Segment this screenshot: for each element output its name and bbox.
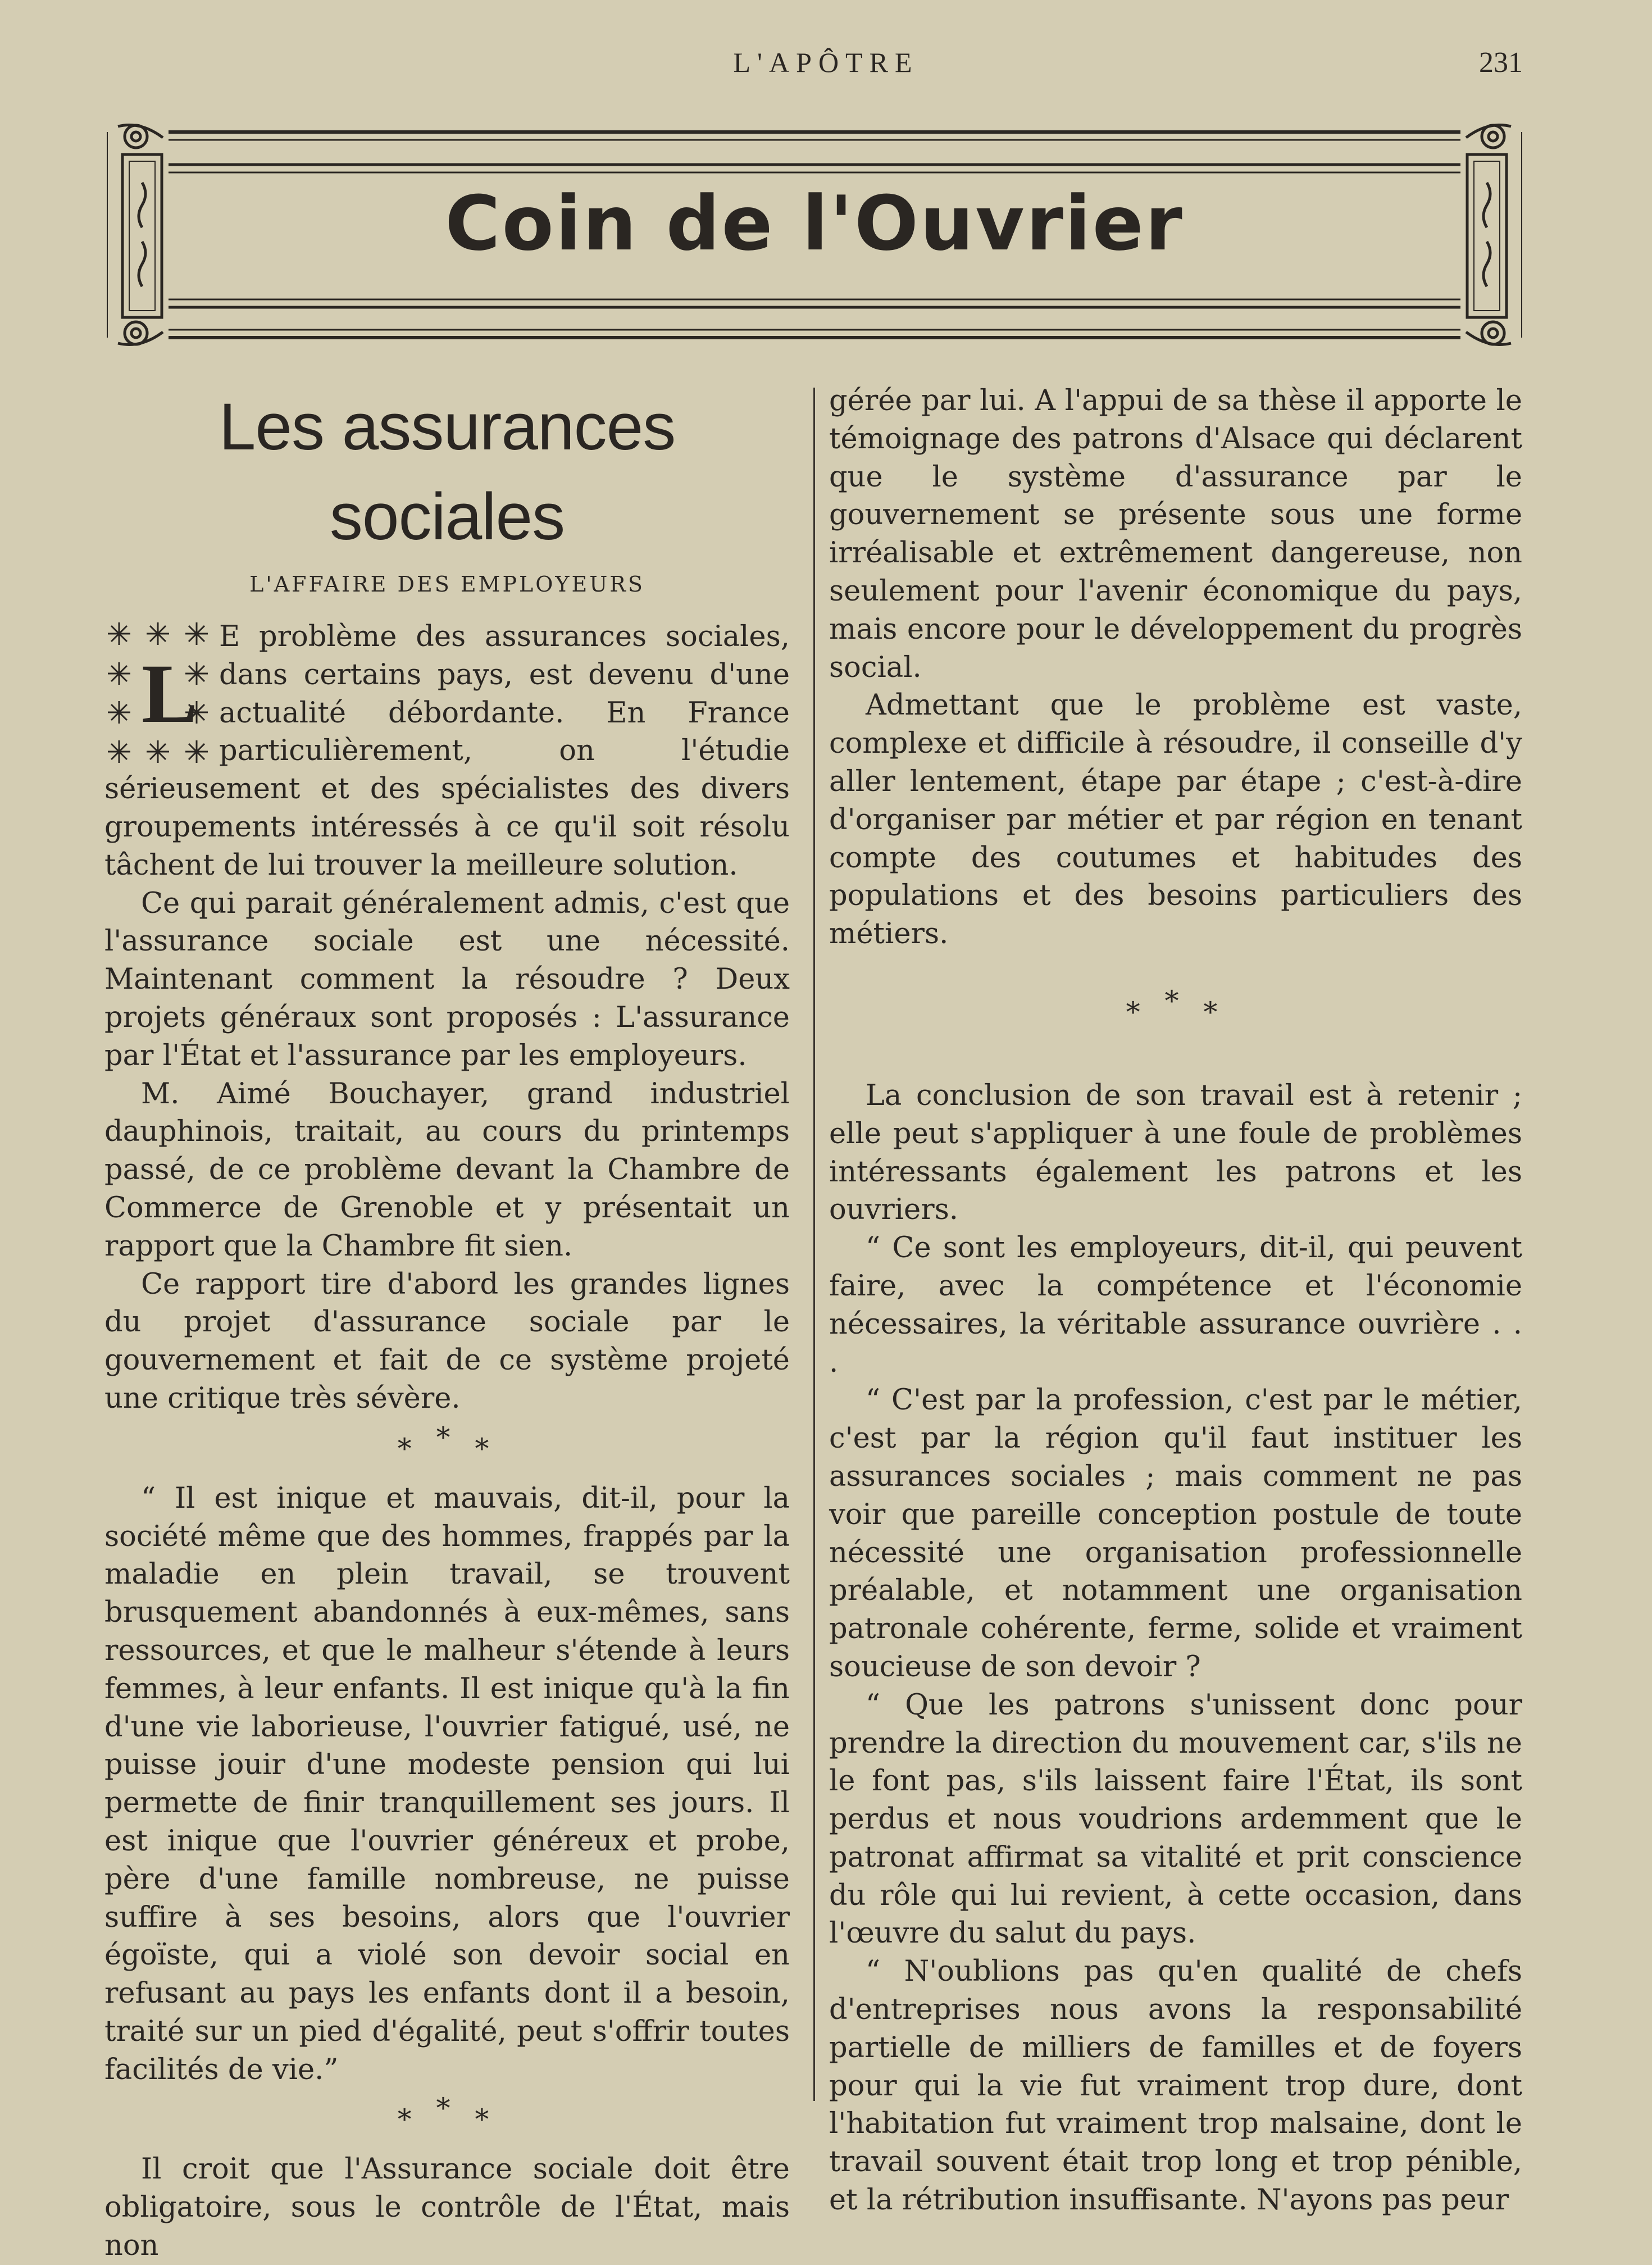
paragraph: Il croit que l'Assurance sociale doit être obligatoire, sous le contrôle de l'État, mais non <box>104 2153 790 2263</box>
paragraph: M. Aimé Bouchayer, grand industriel dauphinois, traitait, au cours du printemps passé, de ce problème devant la Chambre de Commerce de Grenoble et y présentait un rapport que la Chambre fit sien. <box>104 1077 790 1263</box>
article-title: Les assurances sociales <box>219 390 676 554</box>
paragraph <box>104 618 790 885</box>
paragraph: Admettant que le problème est vaste, complexe et difficile à résoudre, il conseille d'y aller lentement, étape par étape ; c'est-à-dire d'organiser par métier et par région en tenant compte des coutumes et habitudes des populations et des besoins particuliers des métiers. <box>829 689 1522 951</box>
dropcap-letter: L <box>142 647 198 740</box>
paragraph: “ Ce sont les employeurs, dit-il, qui peuvent faire, avec la compétence et l'économie nécessaires, la véritable assurance ouvrière . . . <box>829 1231 1522 1379</box>
left-column <box>104 382 790 2265</box>
paragraph: “ N'oublions pas qu'en qualité de chefs d'entreprises nous avons la responsabilité partielle de milliers de familles et de foyers pour qui la vie fut vraiment trop dure, dont l'habitation fut vraiment trop malsaine, dont le travail souvent était trop long et trop pénible, et la rétribution insuffisante. N'ayons pas peur <box>829 1955 1522 2217</box>
ornamental-dropcap <box>104 619 211 766</box>
paragraph: “ Que les patrons s'unissent donc pour prendre la direction du mouvement car, s'ils ne le font pas, s'ils laissent faire l'État, ils sont perdus et nous voudrions ardemment que le patronat affirmat sa vitalité et prit conscience du rôle qui lui revient, à cette occasion, dans l'œuvre du salut du pays. <box>829 1688 1522 1950</box>
paragraph: “ Il est inique et mauvais, dit-il, pour la société même que des hommes, frappés par la maladie en plein travail, se trouvent brusquement abandonnés à eux-mêmes, sans ressources, et que le malheur s'étende à leurs femmes, à leur enfants. Il est inique qu'à la fin d'une vie laborieuse, l'ouvrier fatigué, usé, ne puisse jouir d'une modeste pension qui lui permette de finir tranquillement ses jours. Il est inique que l'ouvrier généreux et probe, père d'une famille nombreuse, ne puisse suffire à ses besoins, alors que l'ouvrier égoïste, qui a violé son devoir social en refusant au pays les enfants dont il a besoin, traité sur un pied d'égalité, peut s'offrir toutes facilités de vie.” <box>104 1481 790 2086</box>
right-column <box>829 382 1522 2219</box>
paragraph: Ce qui parait généralement admis, c'est que l'assurance sociale est une nécessité. Maintenant comment la résoudre ? Deux projets généraux sont proposés : L'assurance par l'État et l'assurance par les employeurs. <box>104 886 790 1072</box>
section-separator: * * * <box>397 2092 497 2136</box>
paragraph: gérée par lui. A l'appui de sa thèse il apporte le témoignage des patrons d'Alsace qui déclarent que le système d'assurance par le gouvernement se présente sous une forme irréalisable et extrêmement dangereuse, non seulement pour l'avenir économique du pays, mais encore pour le développement du progrès social. <box>829 384 1522 684</box>
paragraph-text: E problème des assurances sociales, dans certains pays, est devenu d'une actualité débordante. En France particulièrement, on l'étudie sérieusement et des spécialistes des divers groupements intéressés à ce qu'il soit résolu tâchent de lui trouver la meilleure solution. <box>104 620 790 882</box>
article-subtitle: L'AFFAIRE DES EMPLOYEURS <box>249 572 645 597</box>
section-separator: * * * <box>1126 984 1226 1029</box>
column-divider <box>813 388 815 2101</box>
section-separator: * * * <box>397 1421 497 1465</box>
paragraph: La conclusion de son travail est à retenir ; elle peut s'appliquer à une foule de problèmes intéressants également les patrons et les ouvriers. <box>829 1079 1522 1227</box>
section-title: Coin de l'Ouvrier <box>445 180 1184 267</box>
running-title: L'APÔTRE <box>733 47 919 78</box>
paragraph: “ C'est par la profession, c'est par le métier, c'est par la région qu'il faut instituer les assurances sociales ; mais comment ne pas voir que pareille conception postule de toute nécessité une organisation professionnelle préalable, et notamment une organisation patronale cohérente, ferme, solide et vraiment soucieuse de son devoir ? <box>829 1384 1522 1684</box>
section-banner <box>107 121 1522 348</box>
page-number: 231 <box>1479 47 1523 79</box>
paragraph: Ce rapport tire d'abord les grandes lignes du projet d'assurance sociale par le gouvernement et fait de ce système projeté une critique très sévère. <box>104 1267 790 1415</box>
